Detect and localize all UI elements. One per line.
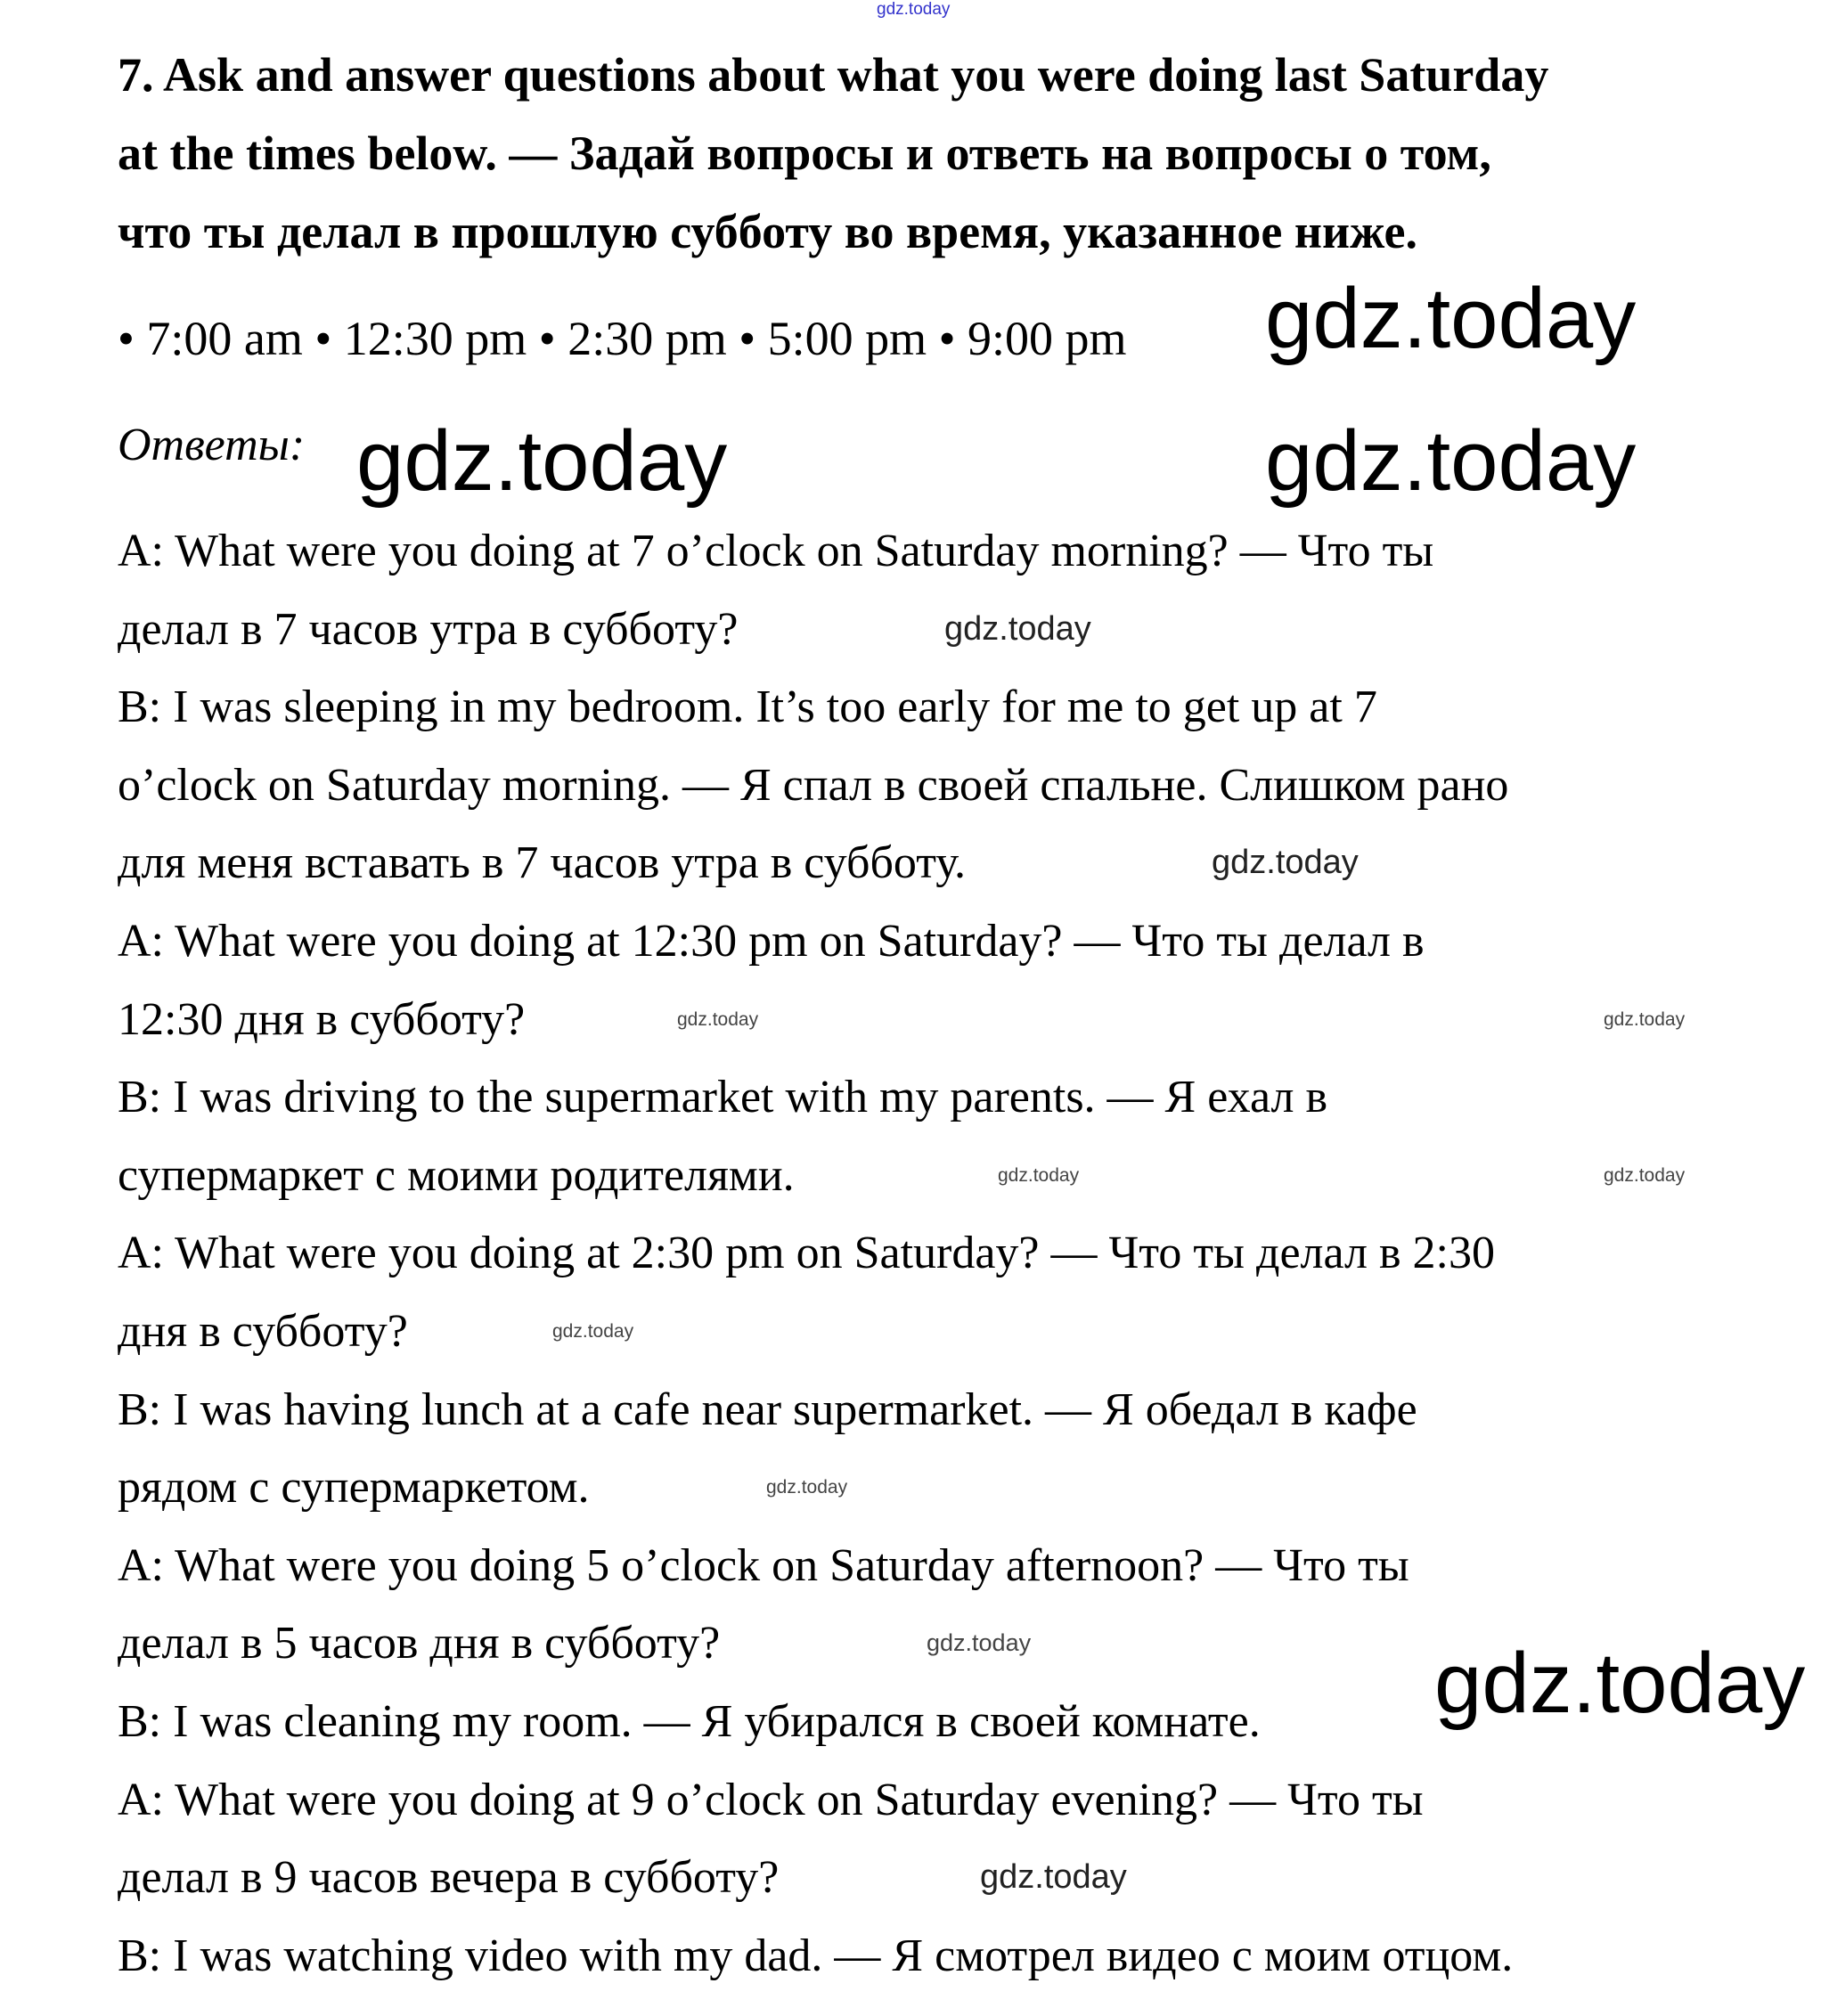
dialogue-line: делал в 9 часов вечера в субботу? — [118, 1852, 780, 1904]
dialogue-line: A: What were you doing at 12:30 pm on Saturday? — Что ты делал в — [118, 915, 1425, 967]
dialogue-line: дня в субботу? — [118, 1305, 408, 1357]
watermark-large: gdz.today — [1265, 271, 1637, 366]
dialogue-line: B: I was watching video with my dad. — Я смотрел видео с моим отцом. — [118, 1930, 1514, 1981]
watermark-large: gdz.today — [356, 413, 728, 509]
watermark-small: gdz.today — [552, 1321, 634, 1342]
watermark-medium: gdz.today — [980, 1858, 1127, 1896]
dialogue-line: A: What were you doing at 9 o’clock on Saturday evening? — Что ты — [118, 1774, 1424, 1825]
title-line: at the times below. — Задай вопросы и ответь на вопросы о том, — [118, 127, 1491, 180]
dialogue-line: делал в 5 часов дня в субботу? — [118, 1618, 721, 1669]
exercise-title — [118, 36, 1548, 271]
watermark-small: gdz.today — [927, 1629, 1032, 1656]
dialogue-line: делал в 7 часов утра в субботу? — [118, 603, 739, 655]
dialogue-line: A: What were you doing 5 o’clock on Saturday afternoon? — Что ты — [118, 1539, 1409, 1591]
watermark-small: gdz.today — [1604, 1009, 1686, 1030]
dialogue-line: A: What were you doing at 2:30 pm on Saturday? — Что ты делал в 2:30 — [118, 1228, 1495, 1279]
dialogue-line: B: I was driving to the supermarket with my parents. — Я ехал в — [118, 1072, 1327, 1123]
watermark-medium: gdz.today — [1212, 844, 1359, 881]
answers-label: Ответы: — [118, 420, 306, 470]
watermark-large: gdz.today — [1434, 1636, 1806, 1731]
watermark-small: gdz.today — [1604, 1165, 1686, 1186]
dialogue — [118, 512, 1513, 1995]
watermark-large: gdz.today — [1265, 413, 1637, 509]
dialogue-line: B: I was cleaning my room. — Я убирался в своей комнате. — [118, 1695, 1261, 1747]
dialogue-line: B: I was sleeping in my bedroom. It’s too early for me to get up at 7 — [118, 682, 1377, 733]
title-line: 7. Ask and answer questions about what you were doing last Saturday — [118, 48, 1549, 102]
dialogue-line: 12:30 дня в субботу? — [118, 993, 526, 1045]
dialogue-line: B: I was having lunch at a cafe near supermarket. — Я обедал в кафе — [118, 1383, 1417, 1435]
watermark-medium: gdz.today — [944, 610, 1091, 648]
watermark-small: gdz.today — [998, 1165, 1080, 1186]
watermark-small: gdz.today — [766, 1477, 848, 1498]
watermark-small: gdz.today — [677, 1009, 759, 1030]
times-list: • 7:00 am • 12:30 pm • 2:30 pm • 5:00 pm • 9:00 pm — [118, 312, 1127, 365]
dialogue-line: супермаркет с моими родителями. — [118, 1149, 795, 1201]
dialogue-line: A: What were you doing at 7 o’clock on Saturday morning? — Что ты — [118, 526, 1434, 576]
dialogue-line: для меня вставать в 7 часов утра в субботу. — [118, 837, 967, 889]
title-line: что ты делал в прошлую субботу во время, указанное ниже. — [118, 205, 1417, 258]
dialogue-line: o’clock on Saturday morning. — Я спал в своей спальне. Слишком рано — [118, 759, 1509, 811]
dialogue-line: рядом с супермаркетом. — [118, 1462, 590, 1514]
watermark-top: gdz.today — [877, 0, 951, 19]
